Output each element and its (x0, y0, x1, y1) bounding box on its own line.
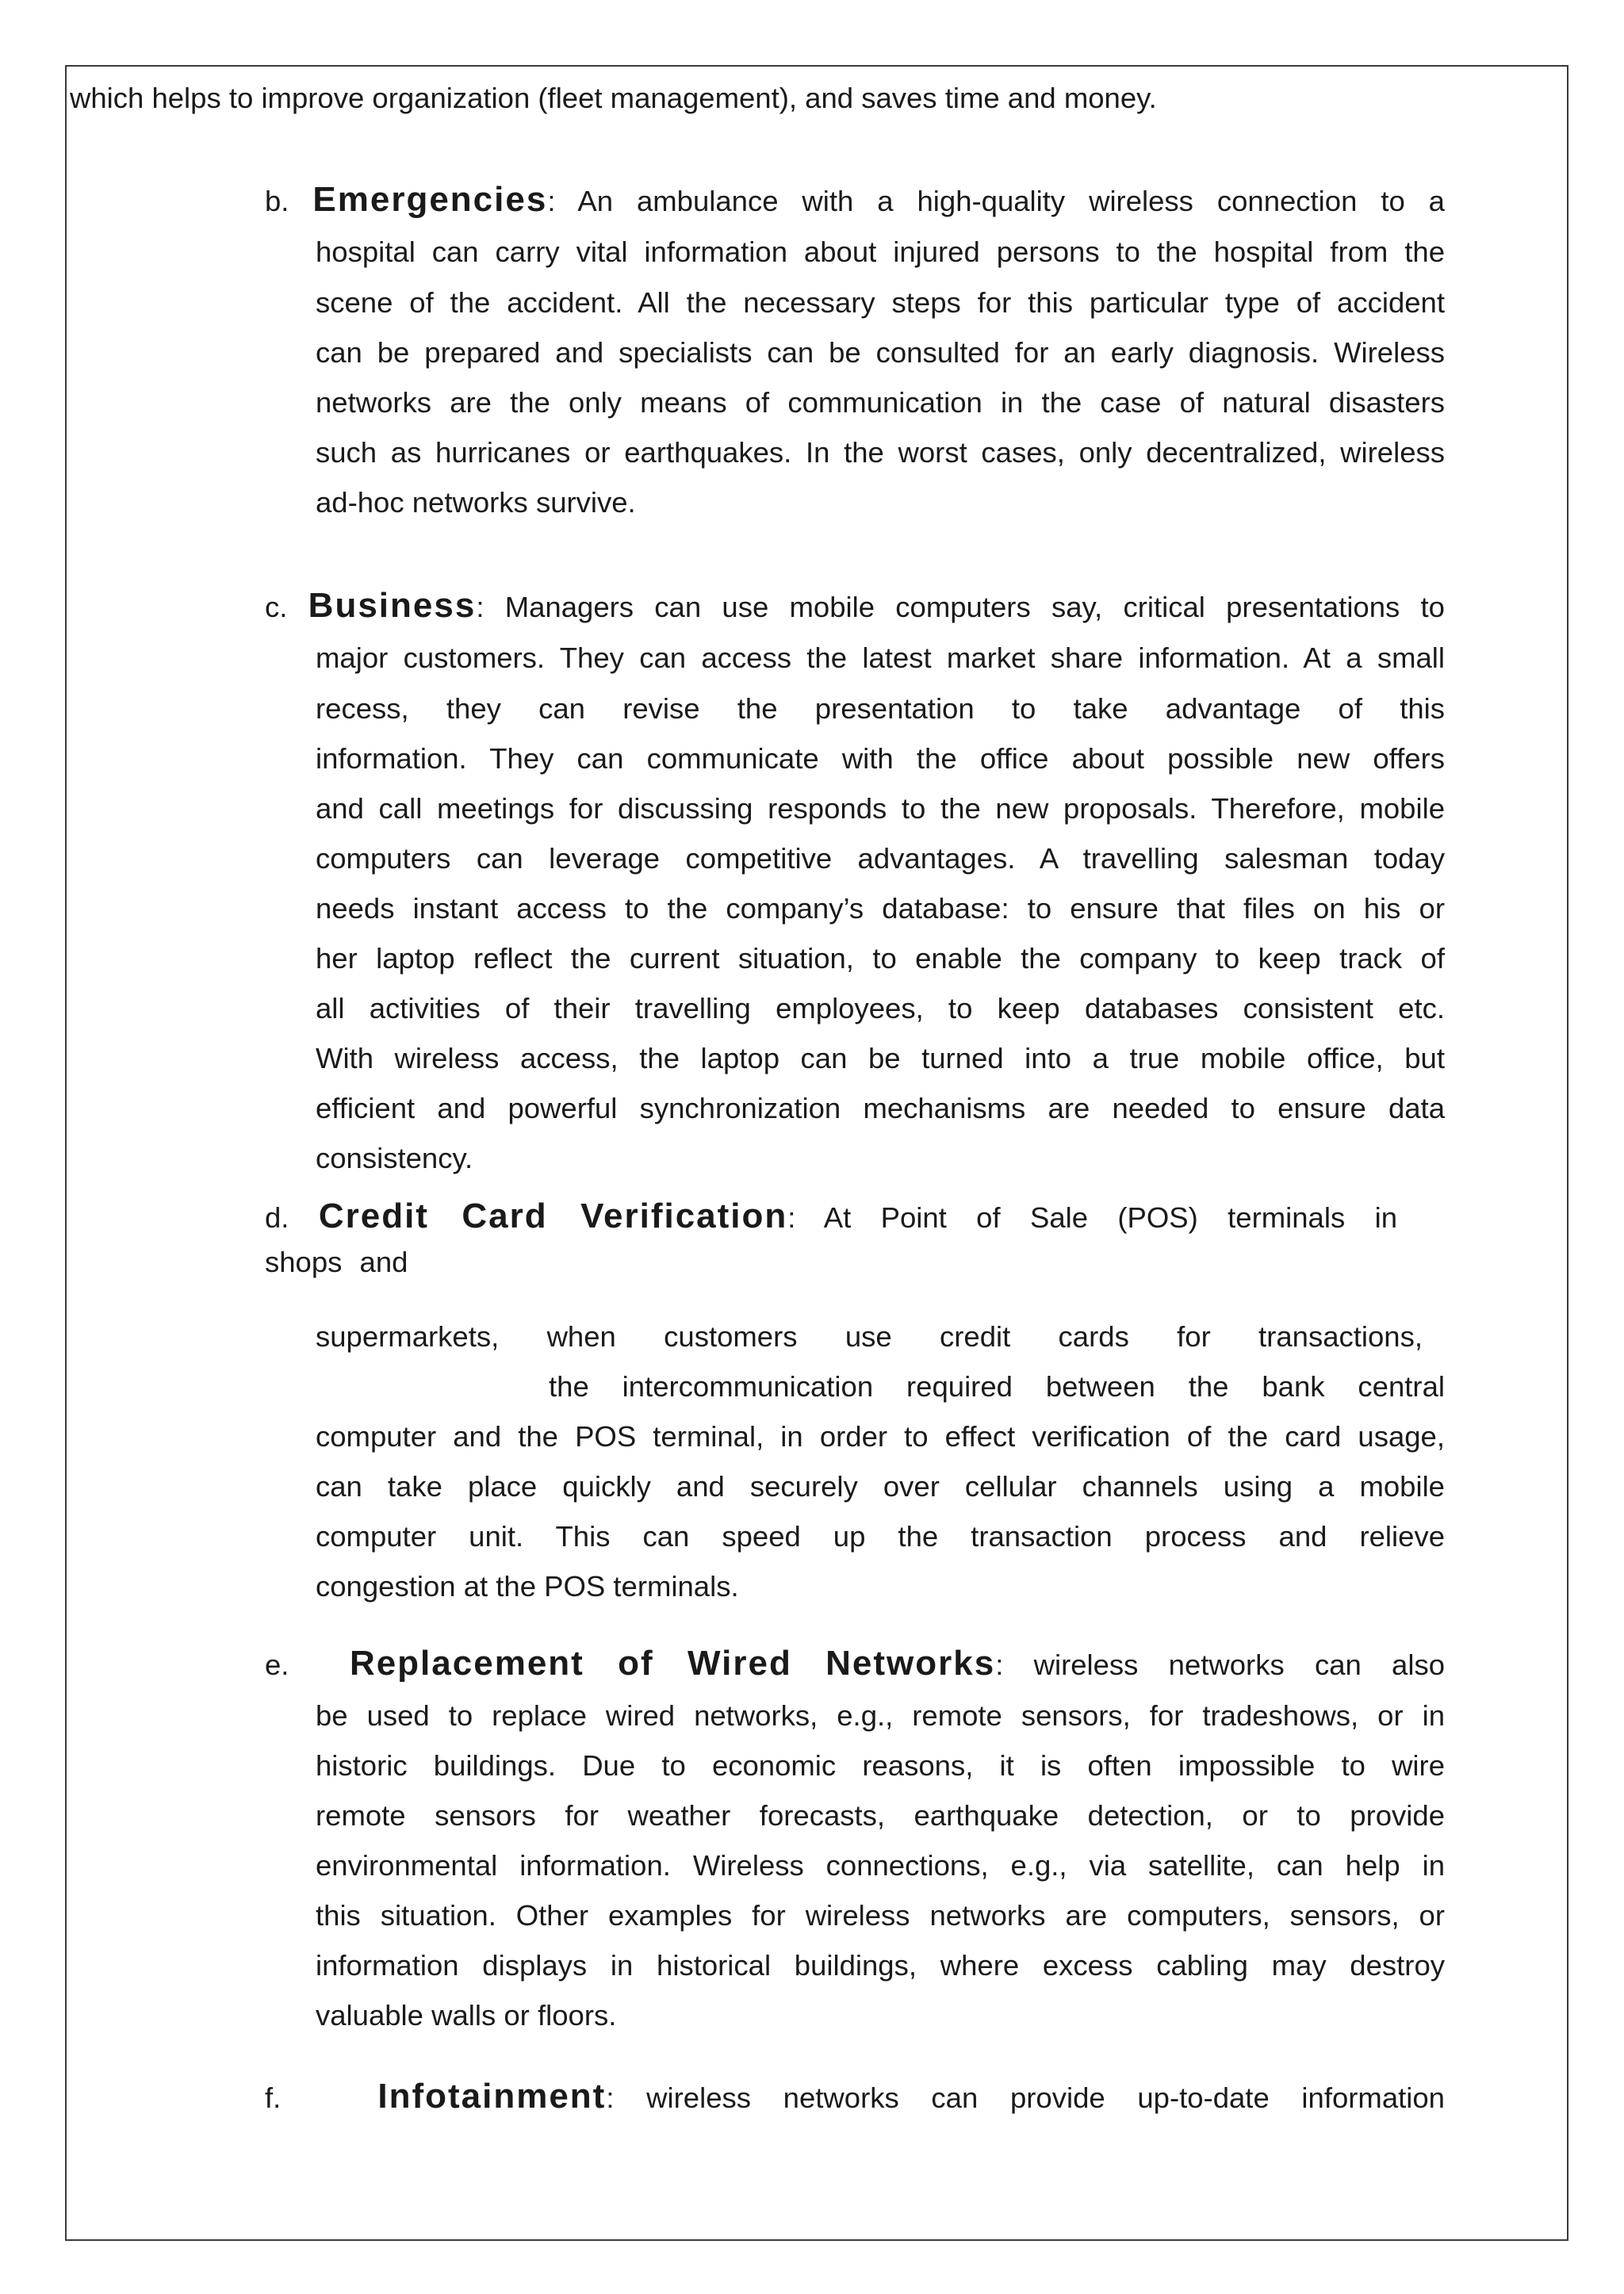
item-e-line: be used to replace wired networks, e.g., remote sensors, for tradeshows, or in (316, 1699, 1445, 1732)
item-b-line: ad-hoc networks survive. (316, 486, 636, 519)
item-c-line: consistency. (316, 1142, 473, 1174)
item-d-marker: d. (265, 1201, 289, 1234)
item-b-line: scene of the accident. All the necessary steps for this particular type of accident (316, 286, 1445, 319)
item-e-line: information displays in historical buildings, where excess cabling may destroy (316, 1949, 1445, 1982)
item-c-marker: c. (265, 591, 288, 623)
item-c-line: recess, they can revise the presentation to take advantage of this (316, 692, 1445, 725)
item-e-lead: : wireless networks can also (995, 1649, 1445, 1681)
item-d-line: can take place quickly and securely over cellular channels using a mobile (316, 1470, 1445, 1503)
item-e-line: valuable walls or floors. (316, 1999, 617, 2032)
item-d-line: computer and the POS terminal, in order to effect verification of the card usage, (316, 1420, 1445, 1453)
item-c-first-line (265, 580, 1445, 632)
item-d-line: congestion at the POS terminals. (316, 1570, 739, 1603)
item-e-first-line (265, 1638, 1445, 1690)
intro-text: which helps to improve organization (fleet management), and saves time and money. (70, 82, 1157, 114)
item-d-lead2: shops and (265, 1246, 408, 1278)
item-c-line: all activities of their travelling employees, to keep databases consistent etc. (316, 992, 1445, 1024)
item-c-line: information. They can communicate with the office about possible new offers (316, 742, 1445, 775)
item-c-line: major customers. They can access the latest market share information. At a small (316, 641, 1445, 674)
item-c-lead: : Managers can use mobile computers say, critical presentations to (476, 591, 1445, 623)
item-d-line: the intercommunication required between the bank central (549, 1370, 1445, 1403)
item-f-marker: f. (265, 2081, 282, 2114)
item-c-line: needs instant access to the company’s database: to ensure that files on his or (316, 892, 1445, 925)
item-b-line: such as hurricanes or earthquakes. In the worst cases, only decentralized, wireless (316, 436, 1445, 469)
item-d-heading: Credit Card Verification (318, 1197, 788, 1235)
item-f-first-line (265, 2071, 1445, 2123)
item-b-lead: : An ambulance with a high-quality wireless connection to a (547, 185, 1445, 217)
item-b-first-line (265, 174, 1445, 226)
item-f-heading: Infotainment (377, 2077, 607, 2116)
item-e-line: historic buildings. Due to economic reasons, it is often impossible to wire (316, 1749, 1445, 1782)
item-d-line: computer unit. This can speed up the transaction process and relieve (316, 1520, 1445, 1553)
item-b-marker: b. (265, 185, 289, 217)
item-b-line: can be prepared and specialists can be consulted for an early diagnosis. Wireless (316, 336, 1445, 369)
item-d-lead: : At Point of Sale (POS) terminals in (787, 1201, 1397, 1234)
item-c-line: efficient and powerful synchronization mechanisms are needed to ensure data (316, 1092, 1445, 1124)
item-c-line: and call meetings for discussing responds to the new proposals. Therefore, mobile (316, 792, 1445, 825)
item-c-heading: Business (308, 586, 477, 625)
item-c-line: computers can leverage competitive advantages. A travelling salesman today (316, 842, 1445, 875)
item-e-line: this situation. Other examples for wireless networks are computers, sensors, or (316, 1899, 1445, 1932)
item-e-line: remote sensors for weather forecasts, earthquake detection, or to provide (316, 1799, 1445, 1832)
item-d-first-line (265, 1191, 1397, 1243)
item-e-marker: e. (265, 1649, 289, 1681)
item-d-line: supermarkets, when customers use credit cards for transactions, (316, 1320, 1423, 1353)
item-b-line: networks are the only means of communication in the case of natural disasters (316, 386, 1445, 419)
item-c-line: her laptop reflect the current situation, to enable the company to keep track of (316, 942, 1445, 975)
item-e-heading: Replacement of Wired Networks (349, 1644, 996, 1683)
item-b-line: hospital can carry vital information about injured persons to the hospital from the (316, 236, 1445, 268)
item-e-line: environmental information. Wireless connections, e.g., via satellite, can help in (316, 1849, 1445, 1882)
item-f-lead: : wireless networks can provide up-to-date information (606, 2081, 1445, 2114)
item-c-line: With wireless access, the laptop can be turned into a true mobile office, but (316, 1042, 1445, 1074)
item-b-heading: Emergencies (312, 180, 548, 219)
